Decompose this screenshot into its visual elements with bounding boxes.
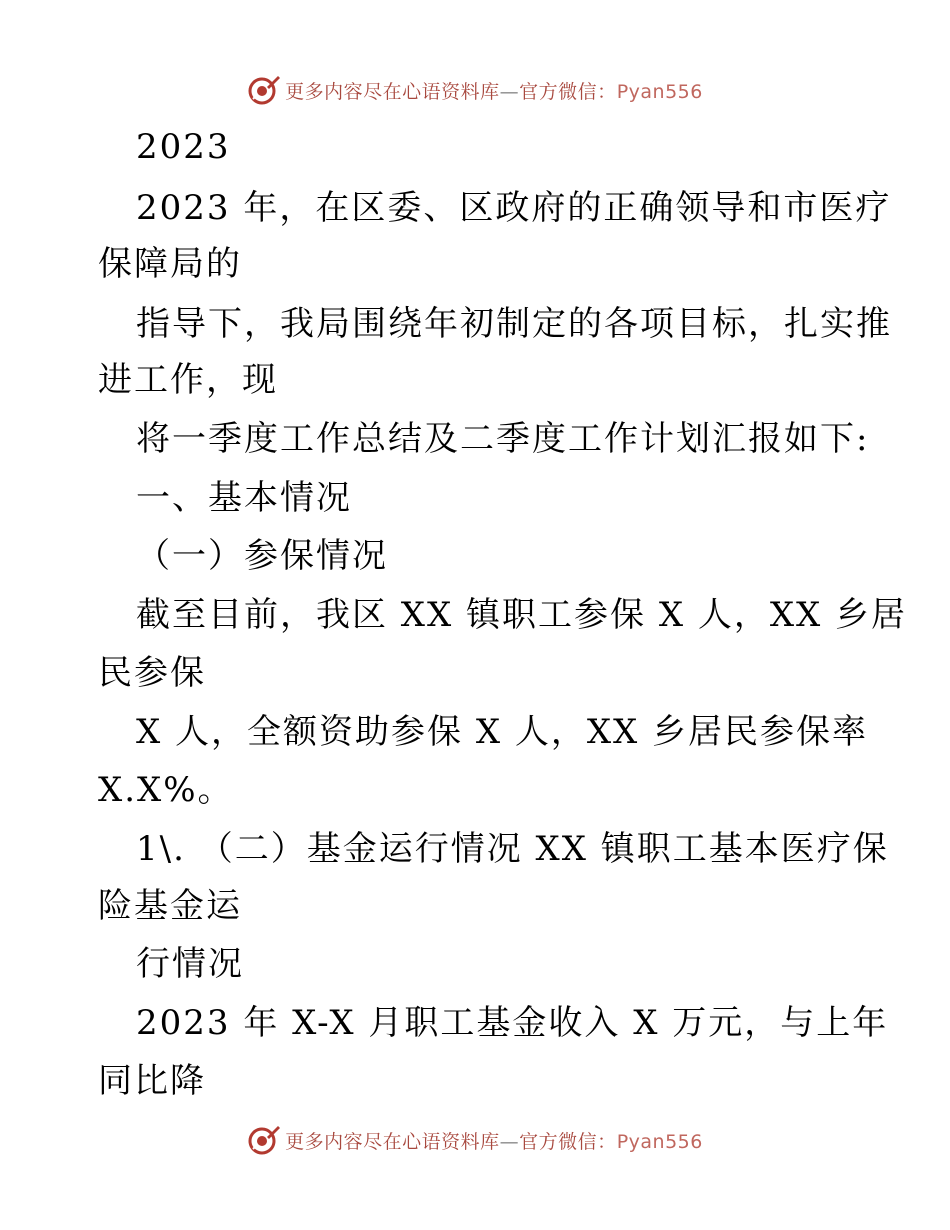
text-line-10: 民参保 <box>98 653 206 693</box>
text-line-3: 保障局的 <box>98 244 242 284</box>
text-line-15: 行情况 <box>136 944 244 984</box>
text-line-2: 2023 年，在区委、区政府的正确领导和市医疗 <box>136 188 892 228</box>
text-line-11: X 人，全额资助参保 X 人，XX 乡居民参保率 <box>136 712 869 752</box>
text-line-17: 同比降 <box>98 1061 206 1101</box>
text-line-12: X.X%。 <box>98 770 234 810</box>
text-line-5: 进工作，现 <box>98 360 278 400</box>
watermark-id-text: Pyan556 <box>616 1130 703 1153</box>
pen-logo-icon <box>247 1123 281 1157</box>
text-line-14: 险基金运 <box>98 886 242 926</box>
watermark-sub-text: 官方微信： <box>519 1130 617 1153</box>
watermark-sub-text: 官方微信： <box>519 80 617 103</box>
watermark-main-text: 更多内容尽在心语资料库 <box>285 80 500 103</box>
text-line-9: 截至目前，我区 XX 镇职工参保 X 人，XX 乡居 <box>136 595 908 635</box>
text-line-13: 1\. （二）基金运行情况 XX 镇职工基本医疗保 <box>136 829 889 869</box>
text-line-4: 指导下，我局围绕年初制定的各项目标，扎实推 <box>136 304 892 344</box>
text-line-16: 2023 年 X-X 月职工基金收入 X 万元，与上年 <box>136 1003 889 1043</box>
watermark-dash: — <box>499 1130 520 1153</box>
watermark-dash: — <box>499 80 520 103</box>
text-line-6: 将一季度工作总结及二季度工作计划汇报如下: <box>136 419 870 459</box>
watermark-id-text: Pyan556 <box>616 80 703 103</box>
watermark-main-text: 更多内容尽在心语资料库 <box>285 1130 500 1153</box>
text-line-8: （一）参保情况 <box>136 536 388 576</box>
text-line-7: 一、基本情况 <box>136 478 352 518</box>
text-line-1: 2023 <box>136 127 231 167</box>
watermark-footer <box>0 1120 950 1160</box>
